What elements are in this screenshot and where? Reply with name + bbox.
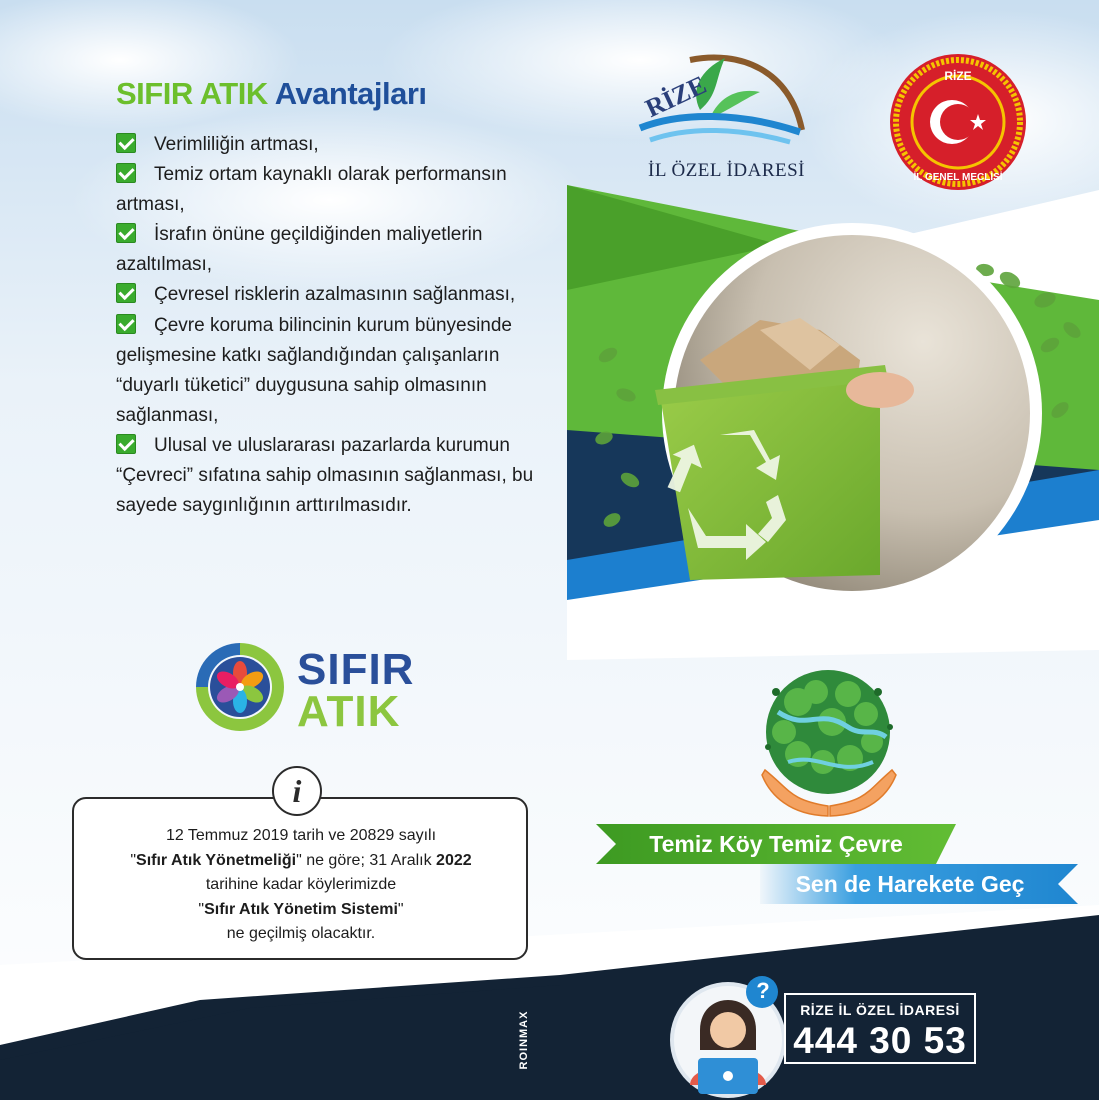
agency-logo-text: ROINMAX xyxy=(518,1010,530,1070)
quote-mark: " xyxy=(130,851,137,869)
list-item-text: Çevresel risklerin azalmasının sağlanması, xyxy=(154,284,516,306)
heading-blue: Avantajları xyxy=(274,76,427,111)
regulation-name: Sıfır Atık Yönetmeliği xyxy=(136,851,297,869)
checkbox-icon xyxy=(116,434,136,454)
zero-waste-logo-line2: ATIK xyxy=(297,687,401,736)
info-line xyxy=(74,898,528,923)
checkbox-icon xyxy=(116,223,136,243)
checkbox-icon xyxy=(116,163,136,183)
contact-label: RİZE İL ÖZEL İDARESİ xyxy=(800,1002,960,1018)
zero-waste-logo-icon xyxy=(190,637,290,737)
list-item xyxy=(116,160,536,220)
advantages-heading xyxy=(116,76,427,112)
info-line-rest: " ne göre; 31 Aralık xyxy=(296,851,437,869)
deadline-year: 2022 xyxy=(436,851,472,869)
list-item-text: Ulusal ve uluslararası pazarlarda kurumun “Çevreci” sıfatına sahip olmasının sağlanması, bu sayede saygınlığının arttırılmasıdır. xyxy=(116,434,534,517)
info-line xyxy=(74,849,528,874)
list-item-text: Temiz ortam kaynaklı olarak performansın artması, xyxy=(116,164,507,216)
quote-mark: " xyxy=(397,900,404,918)
heading-green: SIFIR ATIK xyxy=(116,76,268,111)
list-item xyxy=(116,130,536,160)
list-item xyxy=(116,311,536,431)
advantages-list xyxy=(116,130,536,521)
list-item-text: İsrafın önüne geçildiğinden maliyetlerin azaltılması, xyxy=(116,224,483,276)
checkbox-icon xyxy=(116,314,136,334)
list-item xyxy=(116,280,536,310)
list-item xyxy=(116,431,536,521)
slogan-line1: Temiz Köy Temiz Çevre xyxy=(649,831,903,857)
ozel-idare-label: İL ÖZEL İDARESİ xyxy=(648,160,806,181)
zero-waste-logo-line1: SIFIR xyxy=(297,645,415,694)
list-item xyxy=(116,220,536,280)
question-icon: ? xyxy=(756,978,770,1003)
info-line: 12 Temmuz 2019 tarih ve 20829 sayılı xyxy=(165,827,437,844)
checkbox-icon xyxy=(116,133,136,153)
system-name: Sıfır Atık Yönetim Sistemi xyxy=(204,900,398,918)
info-icon: i xyxy=(272,766,322,816)
quote-mark: " xyxy=(198,900,205,918)
list-item-text: Çevre koruma bilincinin kurum bünyesinde gelişmesine katkı sağlandığından çalışanların “duyarlı tüketici” duygusuna sahip olmasının sağlanması, xyxy=(116,314,513,426)
seal-top-text: RİZE xyxy=(944,69,972,83)
seal-bottom-text: İL GENEL MECLİSİ xyxy=(913,172,1003,183)
rize-ozel-idare-logo-icon xyxy=(630,50,810,150)
contact-phone[interactable]: 444 30 53 xyxy=(793,1020,967,1061)
checkbox-icon xyxy=(116,283,136,303)
list-item-text: Verimliliğin artması, xyxy=(154,134,319,155)
il-genel-meclisi-seal-icon xyxy=(888,52,1028,192)
rize-logo-text: RİZE xyxy=(640,69,711,124)
info-text xyxy=(74,824,528,947)
info-line: ne geçilmiş olacaktır. xyxy=(226,925,376,942)
slogan-line2: Sen de Harekete Geç xyxy=(795,871,1025,897)
info-line: tarihine kadar köylerimizde xyxy=(205,876,397,893)
